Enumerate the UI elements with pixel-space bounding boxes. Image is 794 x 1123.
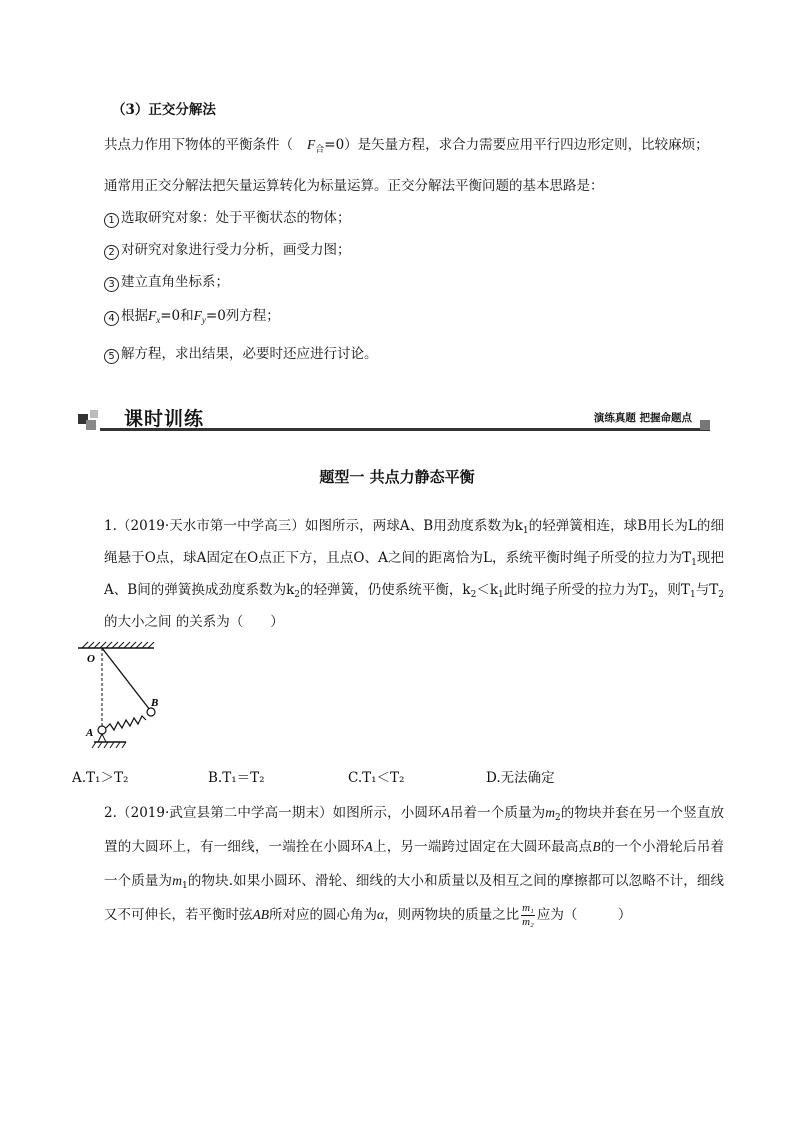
ball-b xyxy=(147,708,155,716)
banner-square-icon xyxy=(90,410,98,418)
label-b: B xyxy=(151,697,159,709)
banner-end-square-icon xyxy=(700,420,710,430)
circled-number: 4 xyxy=(104,311,119,326)
topic-title: 题型一 共点力静态平衡 xyxy=(319,468,475,486)
circled-number: 5 xyxy=(104,349,119,364)
step-2: 2 对研究对象进行受力分析，画受力图； xyxy=(104,240,351,260)
force-symbol: F xyxy=(307,137,316,152)
section-heading: （3）正交分解法 xyxy=(112,102,216,118)
circled-number: 3 xyxy=(104,277,119,292)
banner-square-icon xyxy=(86,420,96,430)
step-5: 5 解方程，求出结果，必要时还应进行讨论。 xyxy=(104,344,378,364)
intro-line-2: 通常用正交分解法把矢量运算转化为标量运算。正交分解法平衡问题的基本思路是： xyxy=(104,178,604,194)
option-d[interactable]: D.无法确定 xyxy=(486,770,555,786)
question-1-text: 1.（2019·天水市第一中学高三）如图所示，两球A、B用劲度系数为$k_1$的轻弹簧相连，球B用长为L的细绳悬于O点，球A固定在O点正下方，且点O、A之间的距离恰为L，系统平衡时绳子所受的拉力为$T_1$现把A、B间的弹簧换成劲度系数为$k_2$的轻弹簧，仍使系统平衡，$k_2<k_1$此时绳子所受的拉力为$T_2$，则$T_1$与$T_2$的大小之间 的关系为（ ） xyxy=(104,518,724,630)
option-c[interactable]: C.T₁＜T₂ xyxy=(348,770,405,786)
circled-number: 1 xyxy=(104,213,119,228)
banner-title: 课时训练 xyxy=(124,408,205,430)
ball-a xyxy=(98,726,106,734)
option-a[interactable]: A.T₁＞T₂ xyxy=(72,770,129,786)
banner-subtitle: 演练真题 把握命题点 xyxy=(593,412,692,424)
circled-number: 2 xyxy=(104,245,119,260)
label-o: O xyxy=(87,653,95,665)
mass-ratio-fraction: $\frac{\text{m₁}}{\text{m₂}}$ xyxy=(522,902,534,928)
step-4: 4 根据$F_x=0$和$F_y=0$列方程； xyxy=(104,306,280,326)
option-b[interactable]: B.T₁＝T₂ xyxy=(208,770,265,786)
spring-pendulum-figure xyxy=(72,640,182,758)
step-3: 3 建立直角坐标系； xyxy=(104,272,229,292)
intro-line-1: 共点力作用下物体的平衡条件（ $F_合=0$）是矢量方程，求合力需要应用平行四边形定则，比较麻烦； xyxy=(104,137,709,155)
question-2-text: 2.（2019·武宣县第二中学高一期末）如图所示，小圆环A吊着一个质量为$m_2$的物块并套在另一个竖直放置的大圆环上，有一细线，一端拴在小圆环A上，另一端跨过固定在大圆环最高点B的一个小滑轮后吊着一个质量为$m_1$的物块.如果小圆环、滑轮、细线的大小和质量以及相互之间的摩擦都可以忽略不计，细线又不可伸长，若平衡时弦AB所对应的圆心角为α，则两物块的质量之比 $\frac{\text{m₁}}{\text{m₂}}$ 应为（ ） xyxy=(104,805,725,928)
step-1: 1 选取研究对象：处于平衡状态的物体； xyxy=(104,208,351,228)
label-a: A xyxy=(86,727,94,739)
section-banner xyxy=(78,398,710,434)
